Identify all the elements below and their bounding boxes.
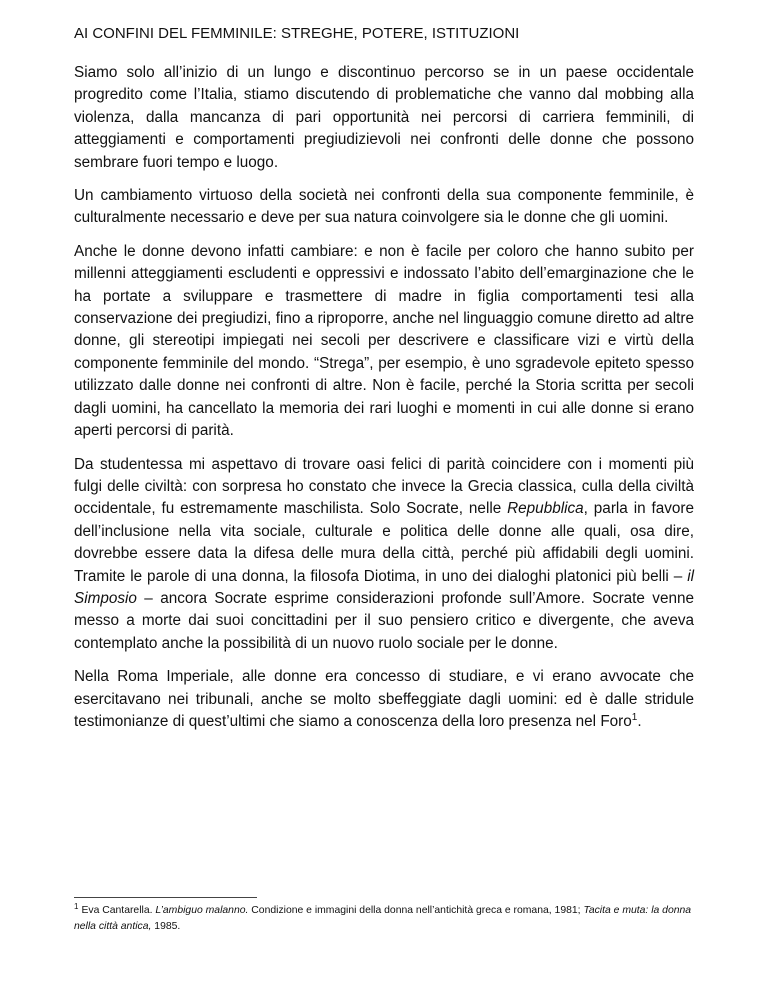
paragraph-4 <box>74 454 694 656</box>
simposio-title: il Simposio <box>74 567 694 607</box>
paragraph-5-text: Nella Roma Imperiale, alle donne era concesso di studiare, e vi erano avvocate che esercitavano nei tribunali, anche se molto sbeffeggiate dagli uomini: ed è dalle stridule testimonianze di quest’ultimi che siamo a conoscenza della loro presenza nel Foro <box>74 668 694 730</box>
paragraph-4-part: , parla in favore dell’inclusione nella vita sociale, culturale e politica delle donne alle quali, osa dire, dovrebbe essere data la difesa delle mura della città, perché più affidabili degli uomini. Tramite le parole di una donna, la filosofa Diotima, in uno dei dialoghi platonici più belli – <box>74 500 694 585</box>
footnote-reference[interactable]: 1 <box>631 711 638 723</box>
paragraph-4-part: – ancora Socrate esprime considerazioni profonde sull’Amore. Socrate venne messo a morte dai suoi concittadini per il suo pensiero critico e divergente, che aveva contemplato anche la possibilità di un nuovo ruolo sociale per le donne. <box>74 589 694 652</box>
footnote-end: 1985. <box>151 921 181 932</box>
paragraph-3: Anche le donne devono infatti cambiare: e non è facile per coloro che hanno subito per millenni atteggiamenti escludenti e oppressivi e indossato l’abito dell’emarginazione che le ha portate a sviluppare e trasmettere di madre in figlia comportamenti tesi alla conservazione dei pregiudizi, fino a riproporre, anche nel linguaggio comune diretto ad altre donne, gli stereotipi impiegati nei secoli per descrivere e classificare vizi e virtù della componente femminile del mondo. “Strega”, per esempio, è uno sgradevole epiteto spesso utilizzato dalle donne nei confronti di altre. Non è facile, perché la Storia scritta per secoli dagli uomini, ha cancellato la memoria dei rari luoghi e momenti in cui alle donne si erano aperti percorsi di parità. <box>74 242 694 440</box>
paragraph-5-end: . <box>637 712 642 730</box>
paragraph-4-part: Da studentessa mi aspettavo di trovare oasi felici di parità coincidere con i momenti più fulgi delle civiltà: con sorpresa ho constato che invece la Grecia classica, culla della civiltà occidentale, fu estremamente maschilista. Solo Socrate, nelle <box>74 455 694 518</box>
document-title: AI CONFINI DEL FEMMINILE: STREGHE, POTERE, ISTITUZIONI <box>74 25 520 42</box>
footnote-marker: 1 <box>74 901 79 911</box>
footnote-text: Condizione e immagini della donna nell’antichità greca e romana, 1981; <box>248 905 584 916</box>
footnote <box>74 903 694 935</box>
paragraph-1: Siamo solo all’inizio di un lungo e discontinuo percorso se in un paese occidentale progredito come l’Italia, stiamo discutendo di problematiche che vanno dal mobbing alla violenza, dalla mancanza di pari opportunità nei percorsi di carriera femminili, di atteggiamenti e comportamenti pregiudizievoli nei confronti delle donne che possono sembrare fuori tempo e luogo. <box>74 64 694 171</box>
footnote-work-2: Tacita e muta: la donna nella città antica, <box>74 905 692 932</box>
footnote-separator <box>74 897 257 898</box>
paragraph-2: Un cambiamento virtuoso della società nei confronti della sua componente femminile, è culturalmente necessario e deve per sua natura coinvolgere sia le donne che gli uomini. <box>74 187 694 227</box>
document-page <box>74 24 694 744</box>
footnote-author: Eva Cantarella. <box>81 905 156 916</box>
footnote-work-1: L’ambiguo malanno. <box>155 905 249 916</box>
paragraph-5 <box>74 666 694 733</box>
repubblica-title: Repubblica <box>507 500 584 518</box>
